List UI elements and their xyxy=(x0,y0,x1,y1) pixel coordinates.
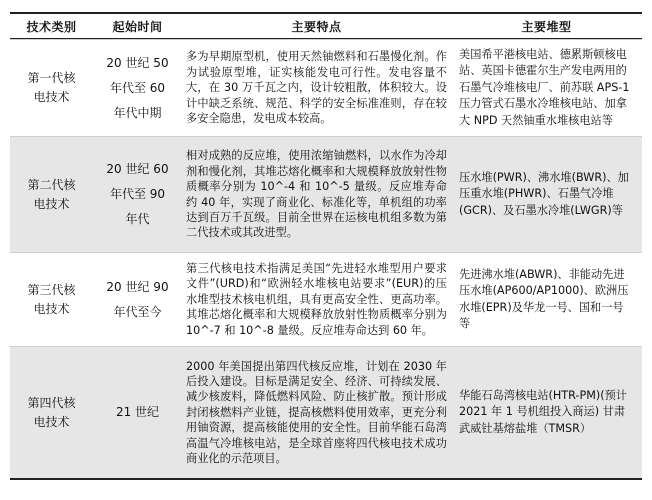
reactor-generation-table xyxy=(10,12,642,480)
header-period: 起始时间 xyxy=(112,19,163,34)
row-category: 第二代核电技术 xyxy=(27,177,76,211)
table-row xyxy=(10,346,642,478)
row-reactors: 先进沸水堆(ABWR)、非能动先进压水堆(AP600/AP1000)、欧洲压水堆(EPR)及华龙一号、国和一号等 xyxy=(459,267,629,330)
row-reactors: 华能石岛湾核电站(HTR-PM)(预计 2021 年 1 号机组投入商运) 甘肃武威钍基熔盐堆（TMSR） xyxy=(459,388,627,435)
row-features: 2000 年美国提出第四代核反应堆，计划在 2030 年后投入建设。目标是满足安全、经济、可持续发展、减少核废料，降低燃料风险、防止核扩散。预计形成封闭核燃料产业链，提高核燃料使用效率，更充分利用铀资源，提高核能使用的安全性。目前华能石岛湾高温气冷堆核电站，是全球首座将四代核电技术成功商业化的示范项目。 xyxy=(186,359,447,466)
row-reactors: 美国希平港核电站、德累斯顿核电站、英国卡德霍尔生产发电两用的石墨气冷堆核电厂、前苏联 APS-1 压力管式石墨水冷堆核电站、加拿大 NPD 天然铀重水堆核电站等 xyxy=(459,47,630,127)
row-period: 20 世纪 60 年代至 90 年代 xyxy=(106,162,169,226)
table-row xyxy=(10,252,642,346)
header-category: 技术类别 xyxy=(26,19,77,34)
row-reactors: 压水堆(PWR)、沸水堆(BWR)、加压重水堆(PHWR)、石墨气冷堆(GCR)、及石墨水冷堆(LWGR)等 xyxy=(459,170,629,217)
header-features: 主要特点 xyxy=(291,19,342,34)
row-period: 21 世纪 xyxy=(115,405,160,419)
row-period: 20 世纪 50 年代至 60 年代中期 xyxy=(106,55,169,120)
row-category: 第三代核电技术 xyxy=(27,282,76,316)
table-row xyxy=(10,136,642,252)
row-features: 多为早期原型机，使用天然铀燃料和石墨慢化剂。作为试验原型堆，证实核能发电可行性。发电容量不大，在 30 万千瓦之内，设计较粗散，体积较大。设计中缺乏系统、规范、科学的安全标准准则，存在较多安全隐患，发电成本较高。 xyxy=(186,50,447,126)
row-period: 20 世纪 90 年代至今 xyxy=(106,279,169,319)
row-category: 第一代核电技术 xyxy=(27,71,76,104)
row-features: 相对成熟的反应堆，使用浓缩铀燃料，以水作为冷却剂和慢化剂，其堆芯熔化概率和大规模释放放射性物质概率分别为 10^-4 和 10^-5 量级。反应堆寿命约 40 年，实现了商业化、标准化等，单机组的功率达到百万千瓦级。目前全世界在运核电机组多数为第二代技术或其改进型。 xyxy=(186,149,447,240)
table-row xyxy=(10,39,642,136)
header-reactors: 主要堆型 xyxy=(521,19,572,34)
row-features: 第三代核电技术指满足美国“先进轻水堆型用户要求文件”(URD)和“欧洲轻水堆核电站要求”(EUR)的压水堆型技术核电机组，具有更高安全性、更高功率。其堆芯熔化概率和大规模释放放射性物质概率分别为 10^-7 和 10^-8 量级。反应堆寿命达到 60 年。 xyxy=(186,261,447,337)
row-category: 第四代核电技术 xyxy=(27,395,76,429)
table-header-row xyxy=(10,14,642,39)
